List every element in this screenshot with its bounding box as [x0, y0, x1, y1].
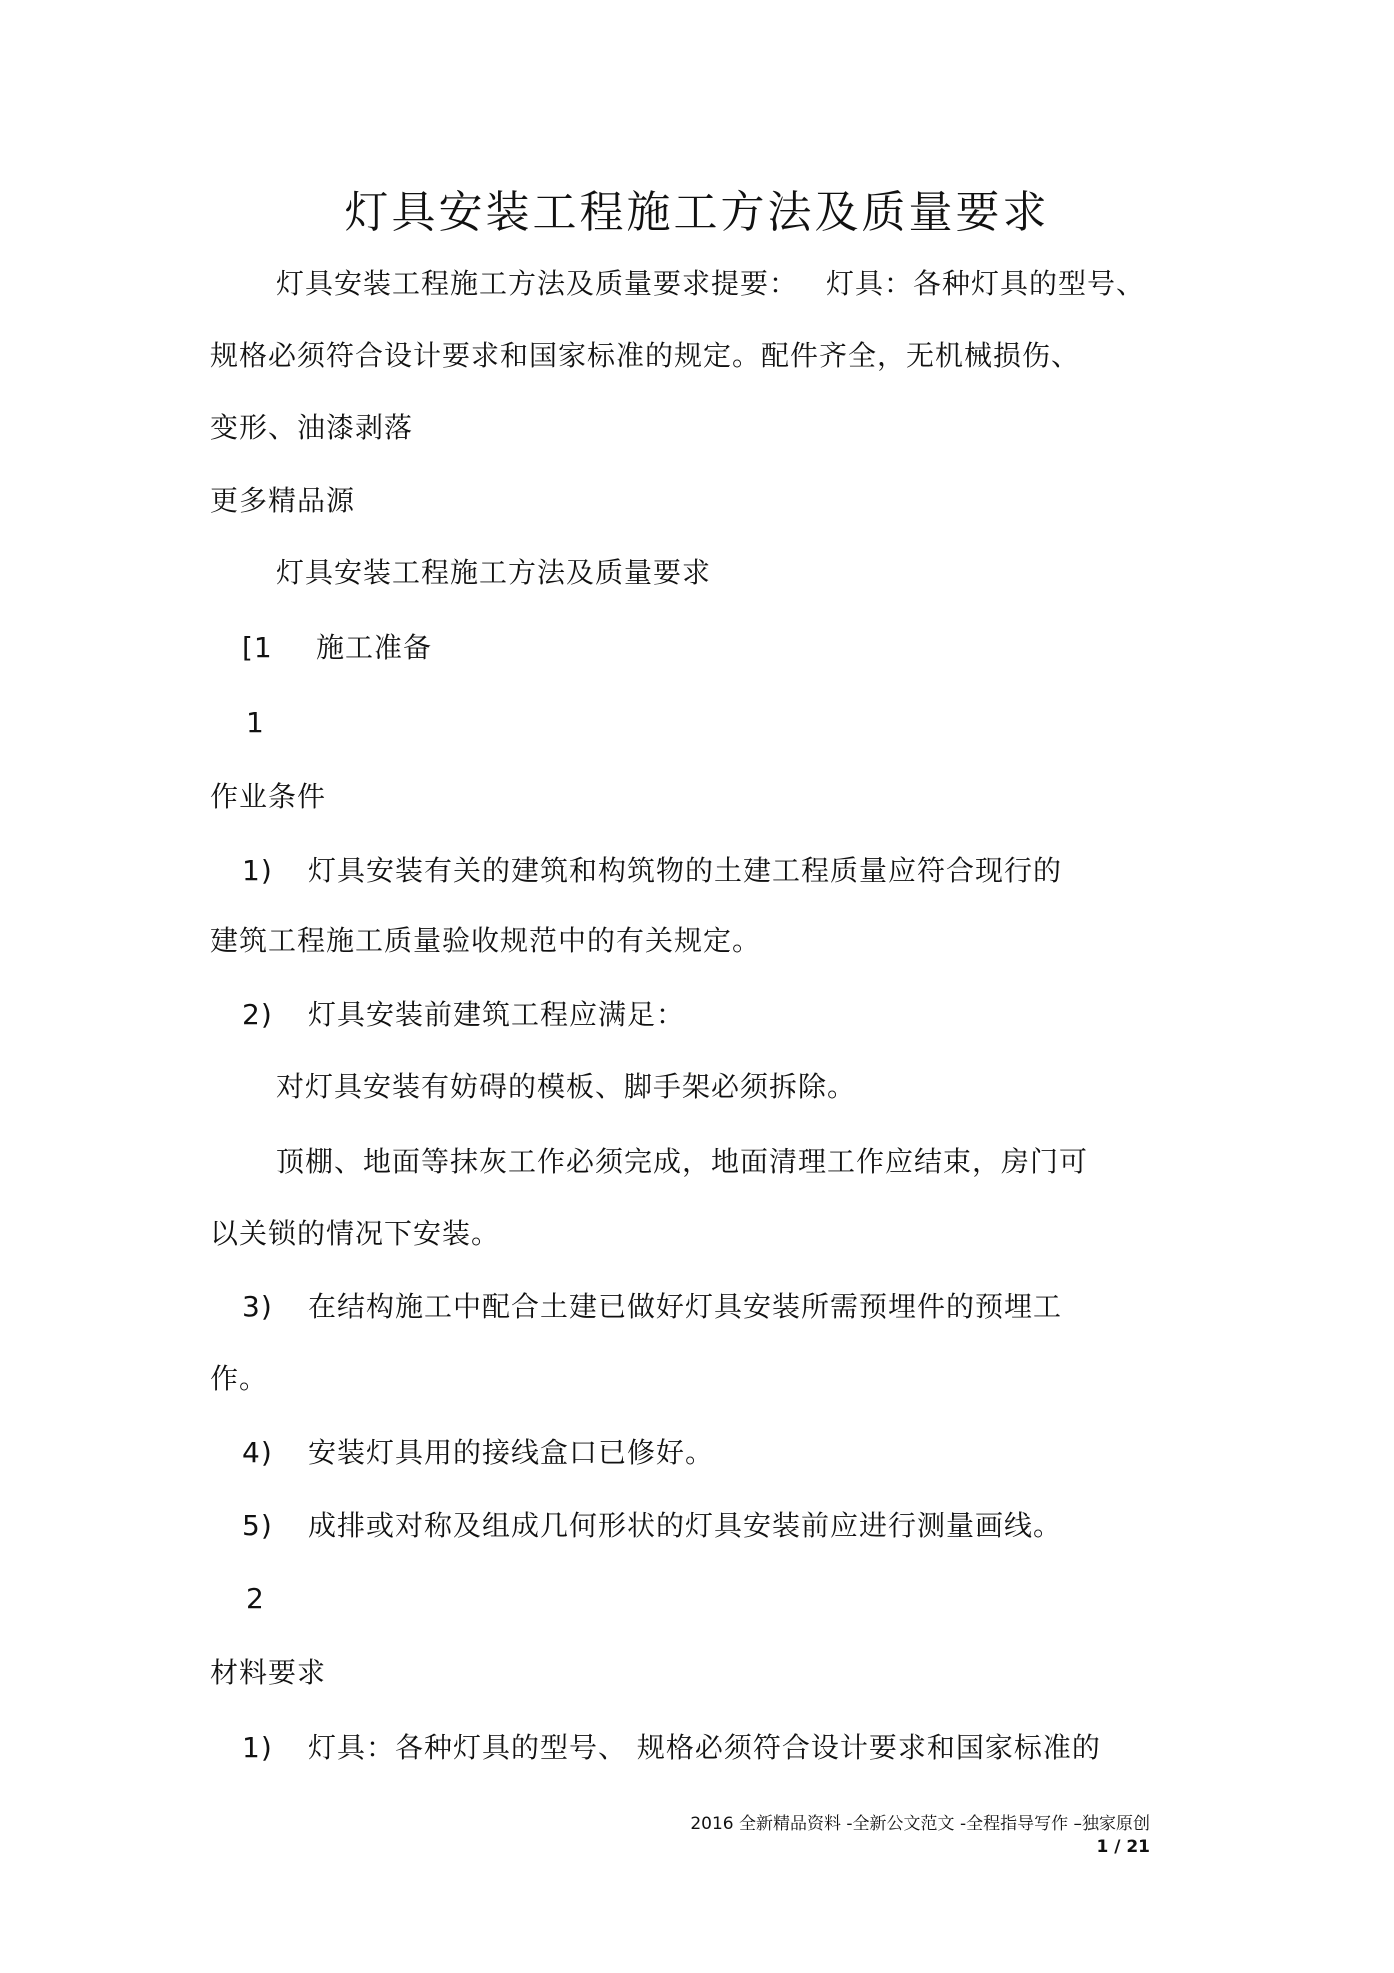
list-item-text: 灯具安装有关的建筑和构筑物的土建工程质量应符合现行的: [308, 854, 1063, 887]
subsection-2-heading: 材料要求: [210, 1656, 327, 1689]
subsection-2-number: 2: [246, 1582, 265, 1615]
list-item-text: 成排或对称及组成几何形状的灯具安装前应进行测量画线。: [308, 1509, 1063, 1542]
list-item-continuation: 建筑工程施工质量验收规范中的有关规定。: [210, 924, 762, 957]
section-1-bracket: [1: [242, 631, 273, 664]
list-item-text: 灯具：各种灯具的型号、 规格必须符合设计要求和国家标准的: [308, 1731, 1101, 1764]
list-item-number: 3): [242, 1290, 273, 1323]
list-item-text: 在结构施工中配合土建已做好灯具安装所需预埋件的预埋工: [308, 1290, 1063, 1323]
list-item: [242, 1287, 1062, 1327]
list-item-number: 2): [242, 998, 273, 1031]
list-item-number: 4): [242, 1436, 273, 1469]
section-1-heading: [242, 628, 432, 668]
list-item: [242, 1506, 1062, 1546]
subsection-1-number: 1: [246, 706, 265, 739]
more-source-text: 更多精品源: [210, 484, 356, 517]
list-item: [242, 1433, 714, 1473]
summary-line-3: 变形、油漆剥落: [210, 411, 414, 444]
section-1-title: 施工准备: [316, 631, 433, 664]
indented-line: 对灯具安装有妨碍的模板、脚手架必须拆除。: [276, 1070, 857, 1103]
list-item-continuation: 作。: [210, 1362, 269, 1395]
list-item: [242, 995, 685, 1035]
list-item-continuation: 以关锁的情况下安装。: [210, 1217, 501, 1250]
list-item-number: 5): [242, 1509, 273, 1542]
list-item-number: 1): [242, 854, 273, 887]
summary-text-1: 灯具：各种灯具的型号、: [826, 267, 1146, 300]
document-title: 灯具安装工程施工方法及质量要求: [344, 187, 1050, 238]
footer-text: 2016 全新精品资料 -全新公文范文 -全程指导写作 –独家原创: [690, 1814, 1150, 1834]
page-number: 1 / 21: [1096, 1837, 1150, 1857]
list-item-number: 1): [242, 1731, 273, 1764]
summary-line-1: [276, 264, 1145, 304]
subtitle: 灯具安装工程施工方法及质量要求: [276, 556, 712, 589]
subsection-1-heading: 作业条件: [210, 780, 327, 813]
list-item-text: 安装灯具用的接线盒口已修好。: [308, 1436, 715, 1469]
indented-line: 顶棚、地面等抹灰工作必须完成，地面清理工作应结束，房门可: [276, 1145, 1089, 1178]
list-item-text: 灯具安装前建筑工程应满足：: [308, 998, 686, 1031]
list-item: [242, 851, 1062, 891]
summary-label: 灯具安装工程施工方法及质量要求提要：: [276, 267, 799, 300]
summary-line-2: 规格必须符合设计要求和国家标准的规定。配件齐全，无机械损伤、: [210, 339, 1081, 372]
list-item: [242, 1728, 1101, 1768]
